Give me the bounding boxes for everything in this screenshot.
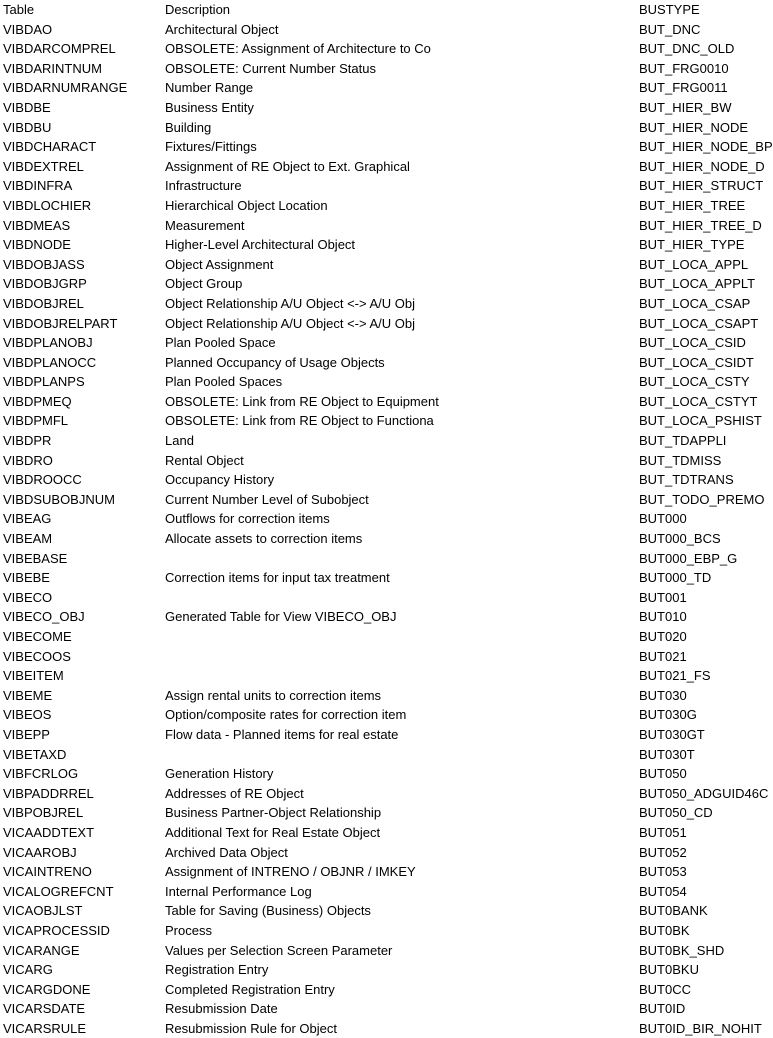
cell-description[interactable]: Current Number Level of Subobject — [165, 491, 369, 507]
table-row — [0, 960, 768, 980]
table-row — [0, 411, 768, 431]
table-row — [0, 157, 768, 177]
cell-description[interactable]: Allocate assets to correction items — [165, 531, 363, 547]
cell-bustype[interactable]: BUT_TDAPPLI — [639, 433, 727, 449]
cell-bustype[interactable]: BUT_HIER_TREE_D — [639, 217, 762, 233]
cell-table[interactable]: VIBDAO — [3, 21, 53, 37]
cell-bustype[interactable]: BUT030T — [639, 746, 695, 762]
cell-table[interactable]: VIBDARCOMPREL — [3, 41, 116, 57]
cell-description[interactable]: Addresses of RE Object — [165, 785, 304, 801]
table-row — [0, 255, 768, 275]
cell-bustype[interactable]: BUT021_FS — [639, 668, 711, 684]
table-row — [0, 745, 768, 765]
cell-table[interactable]: VIBEOS — [3, 707, 52, 723]
cell-bustype[interactable]: BUT_TDMISS — [639, 452, 722, 468]
cell-description[interactable]: Business Entity — [165, 99, 254, 115]
cell-table[interactable]: VIBDRO — [3, 452, 53, 468]
table-row — [0, 803, 768, 823]
table-row — [0, 39, 768, 59]
table-row — [0, 118, 768, 138]
cell-bustype[interactable]: BUT0BK — [639, 922, 690, 938]
cell-bustype[interactable]: BUT_HIER_NODE_D — [639, 158, 765, 174]
cell-description[interactable]: Resubmission Rule for Object — [165, 1020, 337, 1036]
table-row — [0, 980, 768, 1000]
table-row — [0, 823, 768, 843]
header-row — [0, 0, 768, 20]
cell-table[interactable]: VIBDOBJASS — [3, 256, 85, 272]
cell-table[interactable]: VICARGDONE — [3, 981, 91, 997]
cell-bustype[interactable]: BUT030GT — [639, 726, 705, 742]
table-row — [0, 1019, 768, 1038]
cell-description[interactable]: Business Partner-Object Relationship — [165, 805, 382, 821]
cell-bustype[interactable]: BUT021 — [639, 648, 687, 664]
cell-table[interactable]: VIBDPLANOBJ — [3, 335, 93, 351]
cell-description[interactable]: OBSOLETE: Link from RE Object to Functiona — [165, 413, 434, 429]
table-row — [0, 137, 773, 157]
cell-bustype[interactable]: BUT_HIER_NODE_BP — [639, 139, 773, 155]
table-row — [0, 98, 768, 118]
cell-bustype[interactable]: BUT001 — [639, 589, 687, 605]
cell-description[interactable]: Object Relationship A/U Object <-> A/U Obj — [165, 315, 416, 331]
cell-table[interactable]: VICAINTRENO — [3, 864, 92, 880]
table-row — [0, 314, 768, 334]
cell-bustype[interactable]: BUT050_ADGUID46C — [639, 785, 769, 801]
cell-table[interactable]: VIBDOBJRELPART — [3, 315, 118, 331]
cell-bustype[interactable]: BUT_HIER_NODE — [639, 119, 749, 135]
table-row — [0, 941, 768, 961]
table-row — [0, 470, 768, 490]
table-row — [0, 529, 768, 549]
table-row — [0, 294, 768, 314]
cell-description[interactable]: Measurement — [165, 217, 245, 233]
cell-description[interactable]: Correction items for input tax treatment — [165, 570, 390, 586]
cell-bustype[interactable]: BUT_LOCA_CSID — [639, 335, 746, 351]
cell-bustype[interactable]: BUT053 — [639, 864, 687, 880]
cell-bustype[interactable]: BUT_LOCA_CSTY — [639, 374, 750, 390]
cell-table[interactable]: VIBEPP — [3, 726, 50, 742]
cell-bustype[interactable]: BUT054 — [639, 883, 687, 899]
cell-bustype[interactable]: BUT_FRG0011 — [639, 80, 728, 96]
table-row — [0, 686, 768, 706]
cell-description[interactable]: Option/composite rates for correction item — [165, 707, 407, 723]
cell-table[interactable]: VICARSDATE — [3, 1001, 86, 1017]
cell-bustype[interactable]: BUT_HIER_TYPE — [639, 237, 745, 253]
cell-description[interactable]: Hierarchical Object Location — [165, 197, 328, 213]
cell-bustype[interactable]: BUT0ID_BIR_NOHIT — [639, 1020, 762, 1036]
cell-description[interactable]: Number Range — [165, 80, 254, 96]
table-row — [0, 647, 768, 667]
table-row — [0, 196, 768, 216]
cell-table[interactable]: VICALOGREFCNT — [3, 883, 114, 899]
cell-bustype[interactable]: BUT_DNC_OLD — [639, 41, 735, 57]
cell-table[interactable]: VIBFCRLOG — [3, 766, 79, 782]
cell-description[interactable]: OBSOLETE: Link from RE Object to Equipment — [165, 393, 439, 409]
cell-description[interactable]: Fixtures/Fittings — [165, 139, 257, 155]
cell-description[interactable]: OBSOLETE: Current Number Status — [165, 60, 376, 76]
cell-description[interactable]: Outflows for correction items — [165, 511, 330, 527]
cell-bustype[interactable]: BUT052 — [639, 844, 687, 860]
cell-bustype[interactable]: BUT030 — [639, 687, 687, 703]
cell-table[interactable]: VIBEAM — [3, 531, 53, 547]
cell-description[interactable]: Building — [165, 119, 212, 135]
cell-bustype[interactable]: BUT000_TD — [639, 570, 712, 586]
cell-table[interactable]: VIBPADDRREL — [3, 785, 94, 801]
cell-description[interactable]: Architectural Object — [165, 21, 279, 37]
table-row — [0, 862, 768, 882]
cell-bustype[interactable]: BUT030G — [639, 707, 697, 723]
cell-table[interactable]: VIBDOBJGRP — [3, 276, 87, 292]
table-row — [0, 882, 768, 902]
cell-description[interactable]: Values per Selection Screen Parameter — [165, 942, 393, 958]
cell-table[interactable]: VIBDLOCHIER — [3, 197, 92, 213]
table-row — [0, 568, 768, 588]
cell-table[interactable]: VIBDSUBOBJNUM — [3, 491, 115, 507]
cell-bustype[interactable]: BUT_LOCA_APPL — [639, 256, 749, 272]
table-row — [0, 549, 768, 569]
table-row — [0, 59, 768, 79]
cell-table[interactable]: VIBDARINTNUM — [3, 60, 102, 76]
cell-table[interactable]: VICAOBJLST — [3, 903, 83, 919]
cell-table[interactable]: VIBECO — [3, 589, 53, 605]
cell-description[interactable]: Rental Object — [165, 452, 244, 468]
cell-table[interactable]: VIBDMEAS — [3, 217, 71, 233]
table-body — [0, 20, 773, 1038]
cell-bustype[interactable]: BUT000_EBP_G — [639, 550, 738, 566]
cell-table[interactable]: VIBDPMEQ — [3, 393, 72, 409]
cell-bustype[interactable]: BUT_TDTRANS — [639, 472, 734, 488]
cell-description[interactable]: Flow data - Planned items for real estate — [165, 726, 399, 742]
cell-bustype[interactable]: BUT000_BCS — [639, 531, 721, 547]
cell-bustype[interactable]: BUT0BK_SHD — [639, 942, 725, 958]
table-row — [0, 20, 768, 40]
cell-description[interactable]: Archived Data Object — [165, 844, 288, 860]
cell-bustype[interactable]: BUT_HIER_STRUCT — [639, 178, 764, 194]
cell-table[interactable]: VIBECOME — [3, 629, 72, 644]
cell-bustype[interactable]: BUT010 — [639, 609, 687, 625]
table-row — [0, 627, 768, 647]
table-row — [0, 843, 768, 863]
table-row — [0, 705, 768, 725]
cell-bustype[interactable]: BUT0ID — [639, 1001, 686, 1017]
table-row — [0, 176, 768, 196]
table-row — [0, 764, 768, 784]
table-row — [0, 509, 768, 529]
cell-description[interactable]: Assign rental units to correction items — [165, 687, 382, 703]
cell-bustype[interactable]: BUT_FRG0010 — [639, 60, 729, 76]
table-row — [0, 784, 768, 804]
table-row — [0, 372, 768, 392]
cell-table[interactable]: VIBDROOCC — [3, 472, 82, 488]
cell-bustype[interactable]: BUT0BANK — [639, 903, 708, 919]
cell-bustype[interactable]: BUT020 — [639, 629, 687, 644]
cell-table[interactable]: VIBDNODE — [3, 237, 71, 253]
cell-bustype[interactable]: BUT_LOCA_APPLT — [639, 276, 756, 292]
header-table[interactable]: Table — [3, 2, 35, 17]
cell-table[interactable]: VIBDINFRA — [3, 178, 73, 194]
cell-table[interactable]: VICAADDTEXT — [3, 824, 95, 840]
cell-description[interactable]: Assignment of RE Object to Ext. Graphical — [165, 158, 410, 174]
cell-table[interactable]: VIBEBE — [3, 570, 50, 586]
cell-description[interactable]: Object Group — [165, 276, 243, 292]
table-row — [0, 431, 768, 451]
header-bustype[interactable]: BUSTYPE — [639, 2, 700, 17]
cell-table[interactable]: VIBDBE — [3, 99, 51, 115]
cell-bustype[interactable]: BUT000 — [639, 511, 687, 527]
cell-bustype[interactable]: BUT_LOCA_CSTYT — [639, 393, 758, 409]
cell-bustype[interactable]: BUT_DNC — [639, 21, 701, 37]
cell-table[interactable]: VIBDPR — [3, 433, 52, 449]
cell-table[interactable]: VIBECOOS — [3, 648, 71, 664]
cell-table[interactable]: VIBEME — [3, 687, 53, 703]
cell-description[interactable]: Generated Table for View VIBECO_OBJ — [165, 609, 397, 625]
cell-description[interactable]: Plan Pooled Space — [165, 335, 276, 351]
cell-table[interactable]: VIBEITEM — [3, 668, 64, 684]
cell-bustype[interactable]: BUT_HIER_BW — [639, 99, 732, 115]
cell-bustype[interactable]: BUT0BKU — [639, 962, 699, 978]
cell-description[interactable]: Land — [165, 433, 194, 449]
table-row — [0, 999, 768, 1019]
cell-description[interactable]: Plan Pooled Spaces — [165, 374, 283, 390]
cell-bustype[interactable]: BUT051 — [639, 824, 687, 840]
table-row — [0, 666, 768, 686]
table-row — [0, 725, 768, 745]
cell-table[interactable]: VIBECO_OBJ — [3, 609, 85, 625]
cell-description[interactable]: Resubmission Date — [165, 1001, 278, 1017]
cell-table[interactable]: VIBEAG — [3, 511, 52, 527]
cell-description[interactable]: OBSOLETE: Assignment of Architecture to Co — [165, 41, 431, 57]
cell-bustype[interactable]: BUT_TODO_PREMO — [639, 491, 765, 507]
table-row — [0, 490, 768, 510]
cell-description[interactable]: Planned Occupancy of Usage Objects — [165, 354, 385, 370]
cell-description[interactable]: Generation History — [165, 766, 274, 782]
table-row — [0, 392, 768, 412]
table-row — [0, 588, 768, 608]
table-row — [0, 901, 768, 921]
cell-bustype[interactable]: BUT0CC — [639, 981, 692, 997]
cell-table[interactable]: VIBETAXD — [3, 746, 67, 762]
cell-bustype[interactable]: BUT050 — [639, 766, 687, 782]
cell-table[interactable]: VIBDPLANOCC — [3, 354, 97, 370]
cell-table[interactable]: VIBDCHARACT — [3, 139, 97, 155]
header-description[interactable]: Description — [165, 2, 231, 17]
cell-bustype[interactable]: BUT_LOCA_PSHIST — [639, 413, 762, 429]
table-row — [0, 216, 768, 236]
cell-table[interactable]: VICARANGE — [3, 942, 80, 958]
cell-description[interactable]: Assignment of INTRENO / OBJNR / IMKEY — [165, 864, 416, 880]
cell-description[interactable]: Registration Entry — [165, 962, 269, 978]
cell-table[interactable]: VIBDBU — [3, 119, 52, 135]
cell-description[interactable]: Infrastructure — [165, 178, 242, 194]
cell-description[interactable]: Additional Text for Real Estate Object — [165, 824, 381, 840]
cell-table[interactable]: VIBDPMFL — [3, 413, 69, 429]
cell-table[interactable]: VIBDEXTREL — [3, 158, 84, 174]
table-row — [0, 78, 768, 98]
cell-description[interactable]: Process — [165, 922, 212, 938]
cell-description[interactable]: Object Relationship A/U Object <-> A/U Obj — [165, 295, 416, 311]
table-row — [0, 333, 768, 353]
table-row — [0, 607, 768, 627]
table-row — [0, 235, 768, 255]
cell-table[interactable]: VIBDARNUMRANGE — [3, 80, 128, 96]
cell-description[interactable]: Completed Registration Entry — [165, 981, 335, 997]
cell-bustype[interactable]: BUT_HIER_TREE — [639, 197, 746, 213]
cell-bustype[interactable]: BUT050_CD — [639, 805, 713, 821]
cell-table[interactable]: VICAAROBJ — [3, 844, 77, 860]
cell-table[interactable]: VIBPOBJREL — [3, 805, 84, 821]
cell-bustype[interactable]: BUT_LOCA_CSIDT — [639, 354, 754, 370]
cell-table[interactable]: VIBDOBJREL — [3, 295, 84, 311]
cell-description[interactable]: Table for Saving (Business) Objects — [165, 903, 371, 919]
cell-description[interactable]: Higher-Level Architectural Object — [165, 237, 356, 253]
cell-bustype[interactable]: BUT_LOCA_CSAPT — [639, 315, 759, 331]
cell-table[interactable]: VICARG — [3, 962, 53, 978]
table-row — [0, 921, 768, 941]
cell-table[interactable]: VIBEBASE — [3, 550, 68, 566]
cell-description[interactable]: Occupancy History — [165, 472, 275, 488]
table-row — [0, 353, 768, 373]
cell-bustype[interactable]: BUT_LOCA_CSAP — [639, 295, 751, 311]
table-row — [0, 451, 768, 471]
cell-description[interactable]: Object Assignment — [165, 256, 274, 272]
cell-table[interactable]: VICARSRULE — [3, 1020, 87, 1036]
cell-description[interactable]: Internal Performance Log — [165, 883, 312, 899]
table-row — [0, 274, 768, 294]
cell-table[interactable]: VICAPROCESSID — [3, 922, 110, 938]
cell-table[interactable]: VIBDPLANPS — [3, 374, 85, 390]
